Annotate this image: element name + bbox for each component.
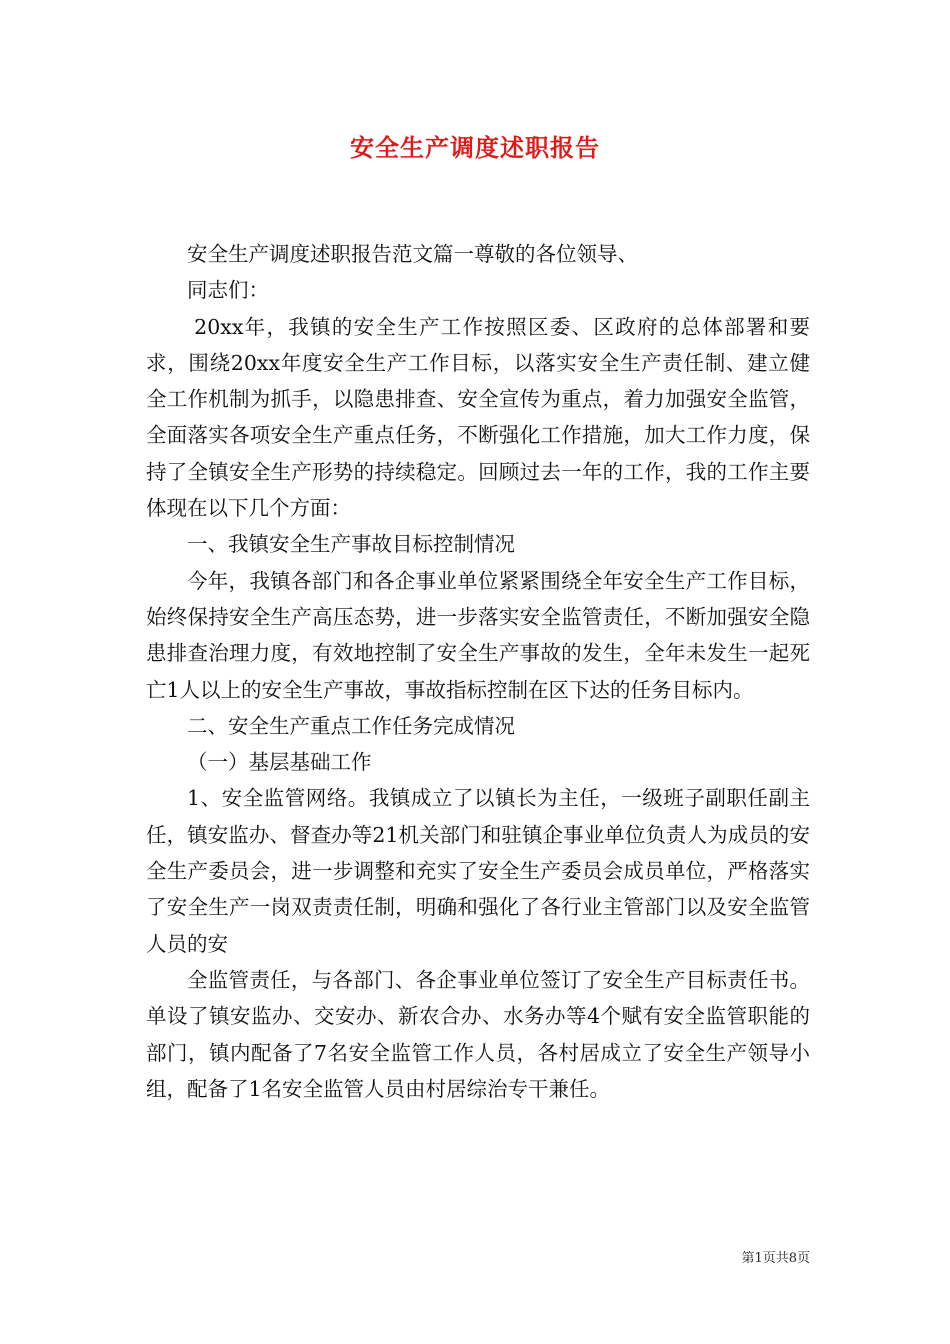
section-heading-1: 一、我镇安全生产事故目标控制情况 <box>187 532 515 557</box>
paragraph-salutation: 同志们： <box>187 278 269 303</box>
paragraph-item-1: 1、安全监管网络。我镇成立了以镇长为主任，一级班子副职任副主任，镇安监办、督查办等21机关部门和驻镇企事业单位负责人为成员的安全生产委员会，进一步调整和充实了安全生产委员会成员单位，严格落实了安全生产一岗双责责任制，明确和强化了各行业主管部门以及安全监管人员的安 <box>146 786 810 956</box>
paragraph-item-1-continued: 全监管责任，与各部门、各企事业单位签订了安全生产目标责任书。单设了镇安监办、交安办、新农合办、水务办等4个赋有安全监管职能的部门，镇内配备了7名安全监管工作人员，各村居成立了安全生产领导小组，配备了1名安全监管人员由村居综治专干兼任。 <box>146 967 810 1101</box>
paragraph-section-1: 今年，我镇各部门和各企事业单位紧紧围绕全年安全生产工作目标，始终保持安全生产高压态势，进一步落实安全监管责任，不断加强安全隐患排查治理力度，有效地控制了安全生产事故的发生，全年未发生一起死亡1人以上的安全生产事故，事故指标控制在区下达的任务目标内。 <box>146 568 810 702</box>
document-title: 安全生产调度述职报告 <box>350 133 600 162</box>
page-number-footer: 第1页共8页 <box>741 1251 810 1266</box>
paragraph-overview: 20xx年，我镇的安全生产工作按照区委、区政府的总体部署和要求，围绕20xx年度安全生产工作目标，以落实安全生产责任制、建立健全工作机制为抓手，以隐患排查、安全宣传为重点，着力加强安全监管，全面落实各项安全生产重点任务，不断强化工作措施，加大工作力度，保持了全镇安全生产形势的持续稳定。回顾过去一年的工作，我的工作主要体现在以下几个方面： <box>146 314 810 521</box>
subsection-heading-1: （一）基层基础工作 <box>187 750 372 775</box>
section-heading-2: 二、安全生产重点工作任务完成情况 <box>187 713 515 738</box>
paragraph-intro: 安全生产调度述职报告范文篇一尊敬的各位领导、 <box>187 242 638 266</box>
document-body <box>146 236 810 1107</box>
